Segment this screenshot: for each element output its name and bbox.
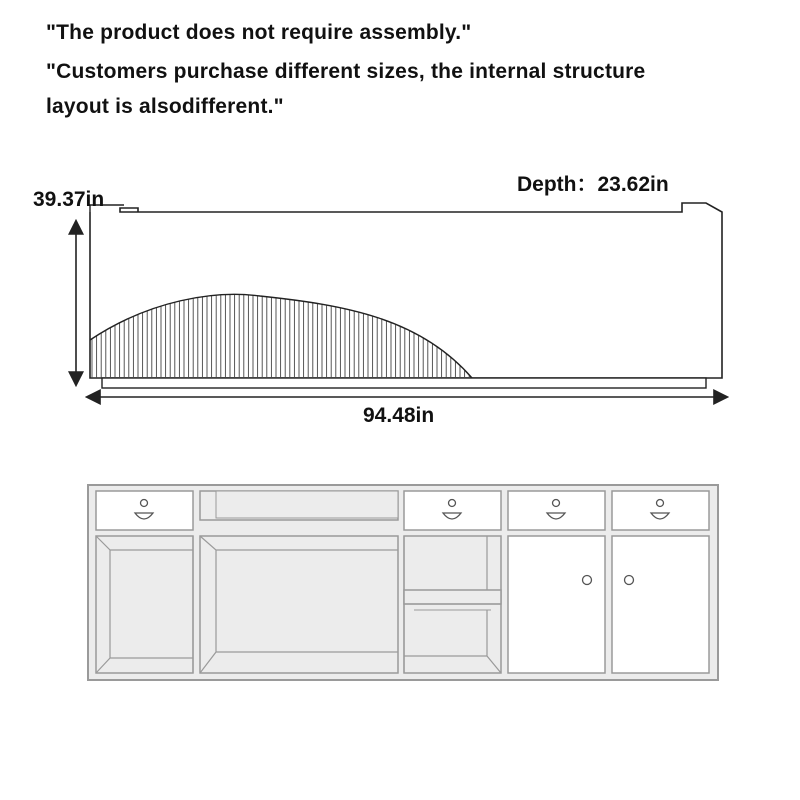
- note-no-assembly: "The product does not require assembly.": [46, 21, 472, 44]
- fluted-arch-panel: [92, 280, 469, 378]
- cabinet-door-right: [612, 536, 709, 673]
- height-dimension-label: 39.37in: [33, 188, 105, 211]
- drawer-5: [612, 491, 709, 530]
- note-sizes-line-2: layout is alsodifferent.": [46, 95, 284, 118]
- note-sizes-line-1: "Customers purchase different sizes, the internal structure: [46, 60, 646, 83]
- counter-base: [102, 378, 706, 388]
- drawer-4: [508, 491, 605, 530]
- middle-shelf: [404, 590, 501, 604]
- cabinet-door-left: [508, 536, 605, 673]
- width-dimension-label: 94.48in: [363, 404, 435, 427]
- internal-structure-view: [88, 485, 718, 680]
- drawer-3: [404, 491, 501, 530]
- depth-dimension-label: Depth：23.62in: [517, 173, 669, 196]
- counter-outline: [90, 203, 722, 378]
- drawer-1: [96, 491, 193, 530]
